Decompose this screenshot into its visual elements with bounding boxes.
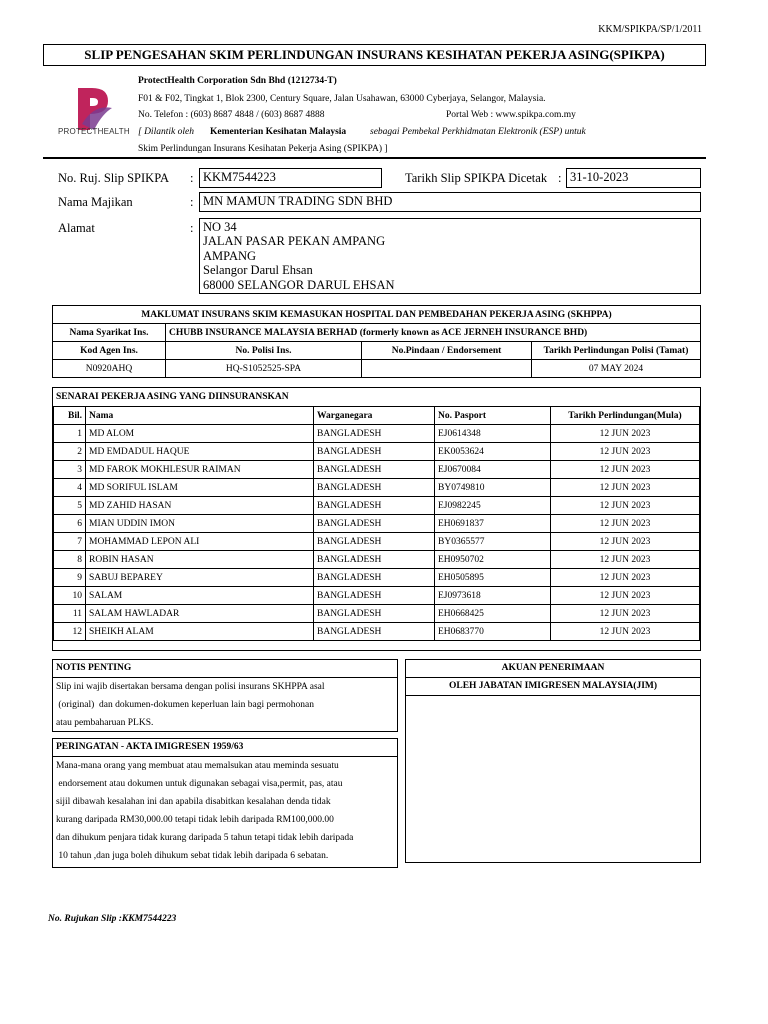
table-row bbox=[54, 461, 700, 479]
table-row bbox=[54, 605, 700, 623]
akuan-heading: AKUAN PENERIMAAN bbox=[406, 660, 700, 678]
endorsement bbox=[362, 360, 532, 378]
peringatan-line: dan dihukum penjara tidak kurang daripada 5 tahun tetapi tidak lebih daripada bbox=[56, 833, 354, 843]
worker-bil: 8 bbox=[54, 551, 86, 569]
scheme-name: Skim Perlindungan Insurans Kesihatan Pekerja Asing (SPIKPA) ] bbox=[138, 144, 388, 154]
worker-name: MD SORIFUL ISLAM bbox=[86, 479, 314, 497]
footer-reference: No. Rujukan Slip :KKM7544223 bbox=[48, 914, 177, 924]
company-phone: No. Telefon : (603) 8687 4848 / (603) 8687 4888 bbox=[138, 110, 325, 120]
peringatan-line: 10 tahun ,dan juga boleh dihukum sebat tidak lebih daripada 6 sebatan. bbox=[56, 851, 329, 861]
company-name: ProtectHealth Corporation Sdn Bhd (1212734-T) bbox=[138, 76, 337, 86]
worker-start-date: 12 JUN 2023 bbox=[551, 605, 700, 623]
worker-bil: 6 bbox=[54, 515, 86, 533]
worker-name: MIAN UDDIN IMON bbox=[86, 515, 314, 533]
col-tarikh-mula: Tarikh Perlindungan(Mula) bbox=[551, 407, 700, 425]
agent-code: N0920AHQ bbox=[53, 360, 166, 378]
worker-start-date: 12 JUN 2023 bbox=[551, 425, 700, 443]
print-date-value: 31-10-2023 bbox=[566, 168, 701, 188]
worker-start-date: 12 JUN 2023 bbox=[551, 479, 700, 497]
worker-nationality: BANGLADESH bbox=[314, 461, 435, 479]
peringatan-line: sijil dibawah kesalahan ini dan apabila disabitkan kesalahan denda tidak bbox=[56, 797, 331, 807]
table-row bbox=[54, 497, 700, 515]
worker-nationality: BANGLADESH bbox=[314, 497, 435, 515]
worker-name: MD EMDADUL HAQUE bbox=[86, 443, 314, 461]
worker-nationality: BANGLADESH bbox=[314, 443, 435, 461]
worker-name: SHEIKH ALAM bbox=[86, 623, 314, 641]
notis-body bbox=[53, 678, 397, 732]
peringatan-line: kurang daripada RM30,000.00 tetapi tidak lebih daripada RM100,000.00 bbox=[56, 815, 334, 825]
worker-nationality: BANGLADESH bbox=[314, 515, 435, 533]
table-row bbox=[54, 551, 700, 569]
worker-passport: EH0505895 bbox=[435, 569, 551, 587]
worker-passport: EH0683770 bbox=[435, 623, 551, 641]
akuan-penerimaan-box bbox=[405, 659, 701, 863]
worker-nationality: BANGLADESH bbox=[314, 425, 435, 443]
worker-bil: 7 bbox=[54, 533, 86, 551]
worker-name: MD FAROK MOKHLESUR RAIMAN bbox=[86, 461, 314, 479]
colon: : bbox=[558, 171, 562, 185]
worker-passport: BY0365577 bbox=[435, 533, 551, 551]
ref-value: KKM7544223 bbox=[199, 168, 382, 188]
logo-wordmark: PROTECTHEALTH bbox=[58, 127, 130, 136]
peringatan-body bbox=[53, 757, 397, 865]
document-title: SLIP PENGESAHAN SKIM PERLINDUNGAN INSURANS KESIHATAN PEKERJA ASING(SPIKPA) bbox=[43, 44, 706, 66]
notis-line: atau pembaharuan PLKS. bbox=[56, 718, 154, 728]
worker-passport: BY0749810 bbox=[435, 479, 551, 497]
peringatan-line: Mana-mana orang yang membuat atau memalsukan atau meminda sesuatu bbox=[56, 761, 339, 771]
peringatan-heading: PERINGATAN - AKTA IMIGRESEN 1959/63 bbox=[53, 739, 397, 757]
worker-nationality: BANGLADESH bbox=[314, 533, 435, 551]
worker-start-date: 12 JUN 2023 bbox=[551, 569, 700, 587]
worker-passport: EJ0973618 bbox=[435, 587, 551, 605]
workers-section bbox=[52, 387, 701, 651]
policy-end-date: 07 MAY 2024 bbox=[532, 360, 701, 378]
worker-nationality: BANGLADESH bbox=[314, 587, 435, 605]
worker-passport: EH0691837 bbox=[435, 515, 551, 533]
col-agent-code: Kod Agen Ins. bbox=[53, 342, 166, 360]
colon: : bbox=[190, 221, 194, 235]
appointment-text-c: sebagai Pembekal Perkhidmatan Elektronik (ESP) untuk bbox=[370, 127, 586, 137]
worker-passport: EJ0982245 bbox=[435, 497, 551, 515]
address-value bbox=[199, 218, 701, 294]
insurer-label: Nama Syarikat Ins. bbox=[53, 324, 166, 342]
employer-label: Nama Majikan bbox=[58, 195, 133, 209]
insurance-table bbox=[52, 305, 701, 378]
col-nama: Nama bbox=[86, 407, 314, 425]
insurer-value: CHUBB INSURANCE MALAYSIA BERHAD (formerly known as ACE JERNEH INSURANCE BHD) bbox=[166, 324, 701, 342]
company-address: F01 & F02, Tingkat 1, Blok 2300, Century Square, Jalan Usahawan, 63000 Cyberjaya, Selangor, Malaysia. bbox=[138, 94, 546, 104]
table-row bbox=[54, 515, 700, 533]
address-line: AMPANG bbox=[203, 248, 257, 263]
worker-passport: EH0950702 bbox=[435, 551, 551, 569]
table-row bbox=[54, 569, 700, 587]
worker-nationality: BANGLADESH bbox=[314, 569, 435, 587]
worker-nationality: BANGLADESH bbox=[314, 551, 435, 569]
address-line: Selangor Darul Ehsan bbox=[203, 263, 313, 278]
colon: : bbox=[190, 171, 194, 185]
worker-bil: 4 bbox=[54, 479, 86, 497]
worker-start-date: 12 JUN 2023 bbox=[551, 497, 700, 515]
worker-bil: 11 bbox=[54, 605, 86, 623]
worker-bil: 10 bbox=[54, 587, 86, 605]
worker-passport: EJ0614348 bbox=[435, 425, 551, 443]
worker-bil: 12 bbox=[54, 623, 86, 641]
worker-name: MOHAMMAD LEPON ALI bbox=[86, 533, 314, 551]
insurance-heading: MAKLUMAT INSURANS SKIM KEMASUKAN HOSPITAL DAN PEMBEDAHAN PEKERJA ASING (SKHPPA) bbox=[53, 306, 701, 324]
address-line: 68000 SELANGOR DARUL EHSAN bbox=[203, 277, 395, 292]
address-line: JALAN PASAR PEKAN AMPANG bbox=[203, 234, 386, 249]
worker-nationality: BANGLADESH bbox=[314, 623, 435, 641]
worker-name: SALAM bbox=[86, 587, 314, 605]
ministry-name: Kementerian Kesihatan Malaysia bbox=[210, 127, 347, 137]
worker-name: SABUJ BEPAREY bbox=[86, 569, 314, 587]
col-endorsement: No.Pindaan / Endorsement bbox=[362, 342, 532, 360]
worker-passport: EH0668425 bbox=[435, 605, 551, 623]
table-row bbox=[54, 479, 700, 497]
ref-label: No. Ruj. Slip SPIKPA bbox=[58, 171, 170, 185]
worker-bil: 3 bbox=[54, 461, 86, 479]
worker-nationality: BANGLADESH bbox=[314, 605, 435, 623]
worker-start-date: 12 JUN 2023 bbox=[551, 461, 700, 479]
worker-start-date: 12 JUN 2023 bbox=[551, 515, 700, 533]
workers-table bbox=[53, 406, 700, 641]
document-code: KKM/SPIKPA/SP/1/2011 bbox=[598, 24, 702, 35]
table-row bbox=[54, 533, 700, 551]
table-row bbox=[54, 587, 700, 605]
peringatan-box bbox=[52, 738, 398, 868]
worker-start-date: 12 JUN 2023 bbox=[551, 533, 700, 551]
policy-no: HQ-S1052525-SPA bbox=[166, 360, 362, 378]
print-date-label: Tarikh Slip SPIKPA Dicetak bbox=[405, 171, 548, 185]
portal-web: Portal Web : www.spikpa.com.my bbox=[446, 110, 576, 120]
worker-name: MD ALOM bbox=[86, 425, 314, 443]
worker-bil: 1 bbox=[54, 425, 86, 443]
employer-value: MN MAMUN TRADING SDN BHD bbox=[199, 192, 701, 212]
table-row bbox=[54, 443, 700, 461]
worker-start-date: 12 JUN 2023 bbox=[551, 443, 700, 461]
appointment-text-a: [ Dilantik oleh bbox=[138, 127, 194, 137]
worker-passport: EK0053624 bbox=[435, 443, 551, 461]
col-policy-end: Tarikh Perlindungan Polisi (Tamat) bbox=[532, 342, 701, 360]
colon: : bbox=[190, 195, 194, 209]
address-line: NO 34 bbox=[203, 220, 237, 234]
col-bil: Bil. bbox=[54, 407, 86, 425]
workers-heading: SENARAI PEKERJA ASING YANG DIINSURANSKAN bbox=[56, 392, 289, 402]
notis-heading: NOTIS PENTING bbox=[53, 660, 397, 678]
worker-bil: 9 bbox=[54, 569, 86, 587]
worker-start-date: 12 JUN 2023 bbox=[551, 587, 700, 605]
akuan-subheading: OLEH JABATAN IMIGRESEN MALAYSIA(JIM) bbox=[406, 678, 700, 696]
table-row bbox=[54, 425, 700, 443]
peringatan-line: endorsement atau dokumen untuk digunakan sebagai visa,permit, pas, atau bbox=[56, 779, 343, 789]
col-pasport: No. Pasport bbox=[435, 407, 551, 425]
worker-name: SALAM HAWLADAR bbox=[86, 605, 314, 623]
notis-line: (original) dan dokumen-dokumen keperluan lain bagi permohonan bbox=[56, 700, 315, 710]
table-row bbox=[54, 623, 700, 641]
worker-start-date: 12 JUN 2023 bbox=[551, 551, 700, 569]
col-warganegara: Warganegara bbox=[314, 407, 435, 425]
notis-penting-box bbox=[52, 659, 398, 732]
worker-passport: EJ0670084 bbox=[435, 461, 551, 479]
notis-line: Slip ini wajib disertakan bersama dengan polisi insurans SKHPPA asal bbox=[56, 682, 325, 692]
header-divider bbox=[43, 157, 706, 159]
col-policy-no: No. Polisi Ins. bbox=[166, 342, 362, 360]
address-label: Alamat bbox=[58, 221, 95, 235]
worker-name: MD ZAHID HASAN bbox=[86, 497, 314, 515]
worker-nationality: BANGLADESH bbox=[314, 479, 435, 497]
worker-start-date: 12 JUN 2023 bbox=[551, 623, 700, 641]
worker-bil: 5 bbox=[54, 497, 86, 515]
worker-bil: 2 bbox=[54, 443, 86, 461]
worker-name: ROBIN HASAN bbox=[86, 551, 314, 569]
